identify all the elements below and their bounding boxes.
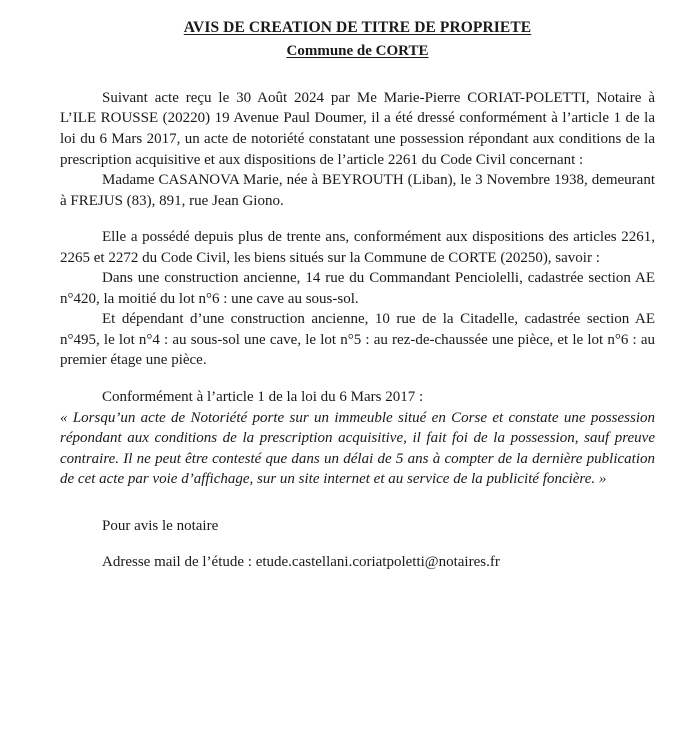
paragraph-person: Madame CASANOVA Marie, née à BEYROUTH (Liban), le 3 Novembre 1938, demeurant à FREJUS (83), 891, rue Jean Giono. (60, 172, 655, 209)
paragraph-property-one: Dans une construction ancienne, 14 rue du Commandant Penciolelli, cadastrée section AE n°420, la moitié du lot n°6 : une cave au sous-sol. (60, 270, 655, 307)
page-subtitle: Commune de CORTE (286, 42, 429, 59)
page-title: AVIS DE CREATION DE TITRE DE PROPRIETE (183, 19, 532, 36)
spacer (60, 72, 655, 88)
paragraph-property-two: Et dépendant d’une construction ancienne, 10 rue de la Citadelle, cadastrée section AE n°495, le lot n°4 : au sous-sol une cave, le lot n°5 : au rez-de-chaussée une pièce, et le lot n°6 : au premier étage une pièce. (60, 311, 655, 369)
paragraph-contact-email: Adresse mail de l’étude : etude.castellani.coriatpoletti@notaires.fr (102, 554, 500, 571)
spacer (60, 536, 655, 552)
spacer (60, 371, 655, 387)
paragraph-law-reference: Conformément à l’article 1 de la loi du 6 Mars 2017 : (102, 389, 424, 406)
spacer (60, 211, 655, 227)
paragraph-intro: Suivant acte reçu le 30 Août 2024 par Me Marie-Pierre CORIAT-POLETTI, Notaire à L’ILE ROUSSE (20220) 19 Avenue Paul Doumer, il a été dressé conformément à l’article 1 de la loi du 6 Mars 2017, un acte de notoriété constatant une possession répondant aux conditions de la prescription acquisitive et aux dispositions de l’article 2261 du Code Civil concernant : (60, 89, 655, 168)
paragraph-closing: Pour avis le notaire (102, 517, 219, 534)
spacer (60, 490, 655, 516)
paragraph-law-quote: « Lorsqu’un acte de Notoriété porte sur un immeuble situé en Corse et constate une possession répondant aux conditions de la prescription acquisitive, il fait foi de la possession, sauf preuve contraire. Il ne peut être contesté que dans un délai de 5 ans à compter de la dernière publication de cet acte par voie d’affichage, sur un site internet et au service de la publicité foncière. » (60, 409, 655, 488)
document-header (60, 18, 655, 62)
paragraph-possession: Elle a possédé depuis plus de trente ans, conformément aux dispositions des articles 2261, 2265 et 2272 du Code Civil, les biens situés sur la Commune de CORTE (20250), savoir : (60, 229, 655, 266)
